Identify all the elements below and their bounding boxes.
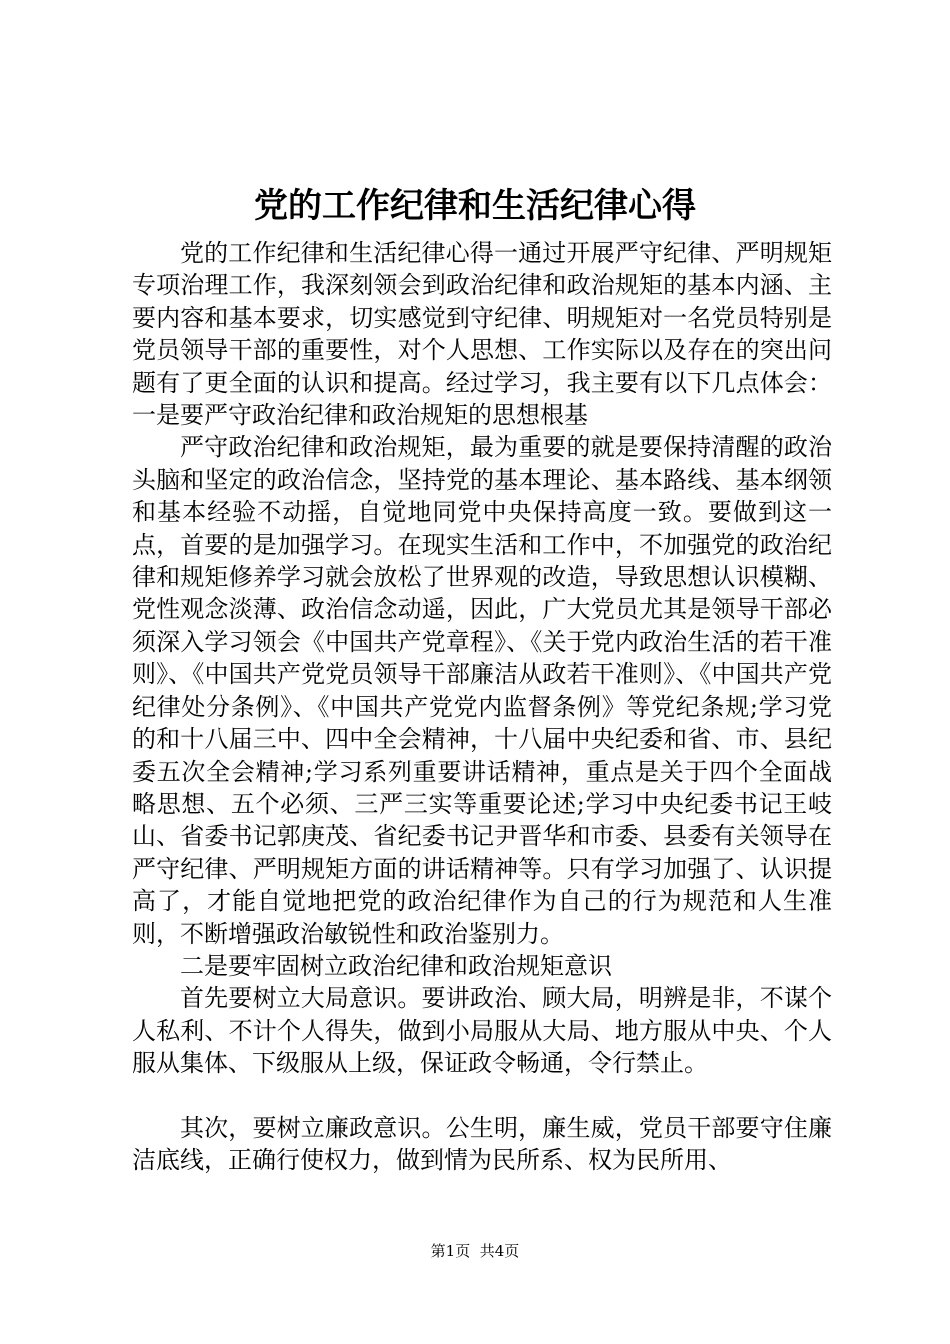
- paragraph-intro: 党的工作纪律和生活纪律心得一通过开展严守纪律、严明规矩专项治理工作，我深刻领会到政治纪律和政治规矩的基本内涵、主要内容和基本要求，切实感觉到守纪律、明规矩对一名党员特别是党员领导干部的重要性，对个人思想、工作实际以及存在的突出问题有了更全面的认识和提高。经过学习，我主要有以下几点体会：一是要严守政治纪律和政治规矩的思想根基: [132, 239, 832, 430]
- paragraph-overall-awareness: 首先要树立大局意识。要讲政治、顾大局，明辨是非，不谋个人私利、不计个人得失，做到小局服从大局、地方服从中央、个人服从集体、下级服从上级，保证政令畅通，令行禁止。: [132, 984, 832, 1078]
- page-number: 第1页: [430, 1242, 471, 1260]
- page-total: 共4页: [479, 1242, 520, 1260]
- paragraph-spacer: [132, 1080, 832, 1112]
- paragraph-study: 严守政治纪律和政治规矩，最为重要的就是要保持清醒的政治头脑和坚定的政治信念，坚持党的基本理论、基本路线、基本纲领和基本经验不动摇，自觉地同党中央保持高度一致。要做到这一点，首要的是加强学习。在现实生活和工作中，不加强党的政治纪律和规矩修养学习就会放松了世界观的改造，导致思想认识模糊、党性观念淡薄、政治信念动遥，因此，广大党员尤其是领导干部必须深入学习领会《中国共产党章程》、《关于党内政治生活的若干准则》、《中国共产党党员领导干部廉洁从政若干准则》、《中国共产党纪律处分条例》、《中国共产党党内监督条例》等党纪条规;学习党的和十八届三中、四中全会精神，十八届中央纪委和省、市、县纪委五次全会精神;学习系列重要讲话精神，重点是关于四个全面战略思想、五个必须、三严三实等重要论述;学习中央纪委书记王岐山、省委书记郭庚茂、省纪委书记尹晋华和市委、县委有关领导在严守纪律、严明规矩方面的讲话精神等。只有学习加强了、认识提高了，才能自觉地把党的政治纪律作为自己的行为规范和人生准则，不断增强政治敏锐性和政治鉴别力。: [132, 433, 832, 948]
- document-title: 党的工作纪律和生活纪律心得: [254, 186, 696, 226]
- paragraph-section-two: 二是要牢固树立政治纪律和政治规矩意识: [180, 951, 612, 980]
- page-footer: [0, 1240, 950, 1262]
- document-body: [132, 237, 832, 1176]
- paragraph-integrity-awareness: 其次，要树立廉政意识。公生明，廉生威，党员干部要守住廉洁底线，正确行使权力，做到情为民所系、权为民所用、: [132, 1113, 832, 1174]
